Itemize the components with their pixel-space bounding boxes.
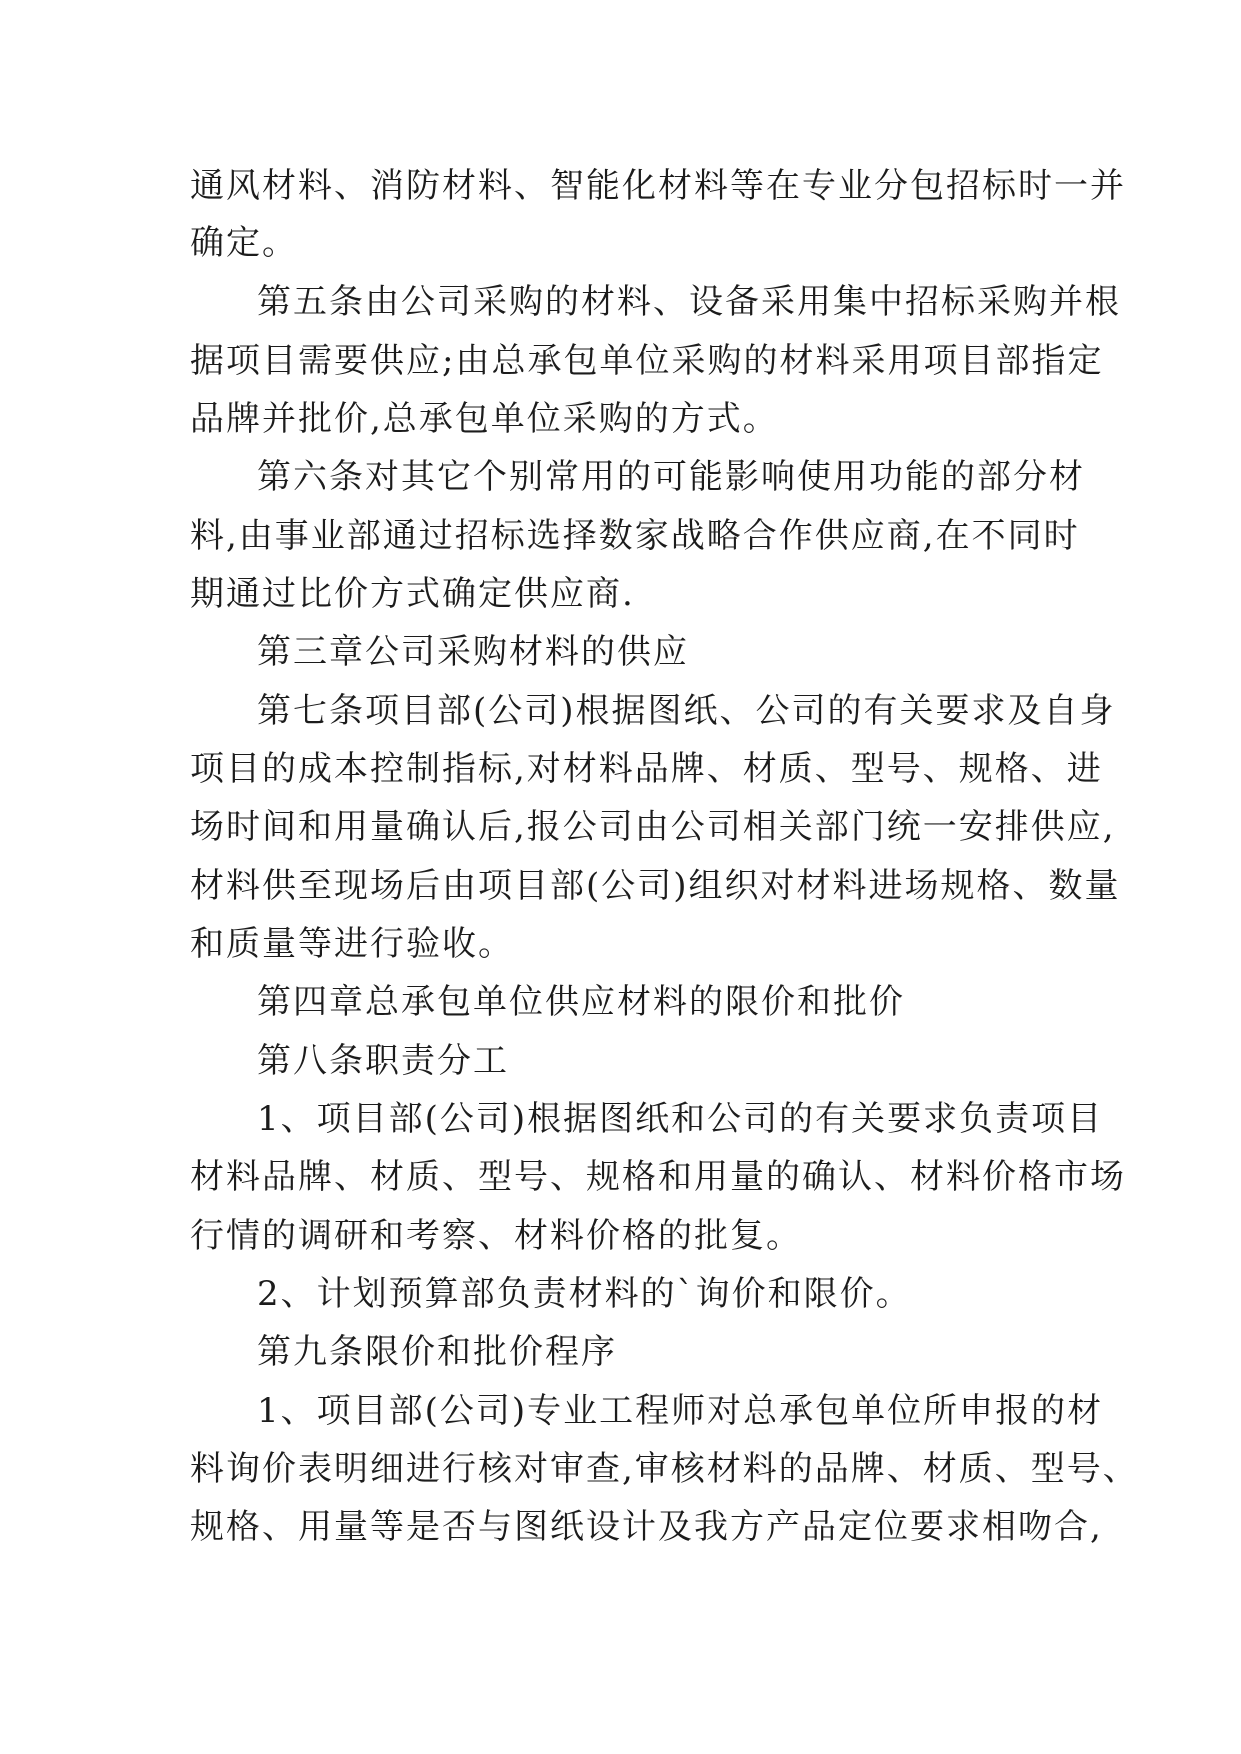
- paragraph-line: 规格、用量等是否与图纸设计及我方产品定位要求相吻合,: [190, 1507, 1103, 1547]
- list-item-1: 1、项目部(公司)专业工程师对总承包单位所申报的材: [257, 1391, 1104, 1431]
- paragraph-line: 材料品牌、材质、型号、规格和用量的确认、材料价格市场: [190, 1157, 1126, 1197]
- paragraph-line: 料,由事业部通过招标选择数家战略合作供应商,在不同时: [190, 516, 1080, 556]
- list-item-1: 1、项目部(公司)根据图纸和公司的有关要求负责项目: [257, 1099, 1104, 1139]
- chapter-3-heading: 第三章公司采购材料的供应: [257, 632, 689, 672]
- paragraph-line: 和质量等进行验收。: [190, 924, 514, 964]
- chapter-4-heading: 第四章总承包单位供应材料的限价和批价: [257, 982, 905, 1022]
- paragraph-line: 场时间和用量确认后,报公司由公司相关部门统一安排供应,: [190, 807, 1116, 847]
- article-8-heading: 第八条职责分工: [257, 1041, 509, 1081]
- article-7-line: 第七条项目部(公司)根据图纸、公司的有关要求及自身: [257, 691, 1116, 731]
- paragraph-line: 材料供至现场后由项目部(公司)组织对材料进场规格、数量: [190, 866, 1121, 906]
- paragraph-line: 项目的成本控制指标,对材料品牌、材质、型号、规格、进: [190, 749, 1103, 789]
- paragraph-line: 料询价表明细进行核对审查,审核材料的品牌、材质、型号、: [190, 1449, 1139, 1489]
- article-9-heading: 第九条限价和批价程序: [257, 1332, 617, 1372]
- paragraph-line: 通风材料、消防材料、智能化材料等在专业分包招标时一并: [190, 166, 1126, 206]
- article-5-line: 第五条由公司采购的材料、设备采用集中招标采购并根: [257, 282, 1121, 322]
- list-item-2: 2、计划预算部负责材料的`询价和限价。: [257, 1274, 912, 1314]
- paragraph-line: 行情的调研和考察、材料价格的批复。: [190, 1216, 802, 1256]
- paragraph-line: 期通过比价方式确定供应商.: [190, 574, 635, 614]
- article-6-line: 第六条对其它个别常用的可能影响使用功能的部分材: [257, 457, 1085, 497]
- paragraph-line: 据项目需要供应;由总承包单位采购的材料采用项目部指定: [190, 341, 1104, 381]
- paragraph-line: 品牌并批价,总承包单位采购的方式。: [190, 399, 779, 439]
- paragraph-line: 确定。: [190, 223, 298, 263]
